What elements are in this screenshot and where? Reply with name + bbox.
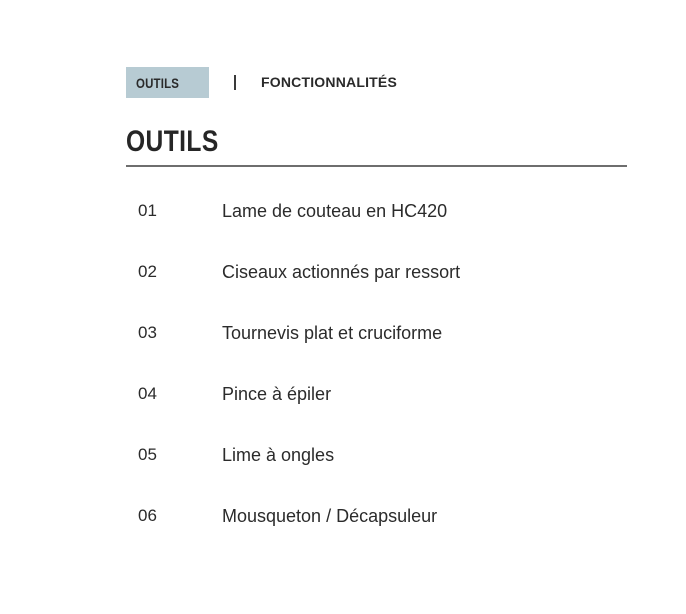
title-divider — [126, 165, 627, 167]
tool-number: 05 — [138, 445, 157, 464]
tab-outils[interactable] — [126, 67, 209, 98]
tool-label: Tournevis plat et cruciforme — [222, 323, 443, 343]
list-item — [126, 200, 627, 261]
tab-fonctionnalites-label: FONCTIONNALITÉS — [261, 73, 397, 90]
tool-number: 03 — [138, 323, 157, 342]
tool-number: 04 — [138, 384, 157, 403]
tool-label: Lime à ongles — [222, 445, 335, 465]
tool-label: Lame de couteau en HC420 — [222, 201, 448, 221]
list-item — [126, 261, 627, 322]
tool-number: 01 — [138, 201, 157, 220]
list-item — [126, 444, 627, 505]
tab-outils-label: OUTILS — [136, 74, 180, 91]
section-title: OUTILS — [126, 125, 219, 158]
list-item — [126, 322, 627, 383]
tool-label: Mousqueton / Décapsuleur — [222, 506, 438, 526]
tool-label: Pince à épiler — [222, 384, 332, 404]
tab-fonctionnalites[interactable] — [261, 74, 397, 92]
list-item — [126, 505, 627, 566]
tool-list — [126, 200, 627, 566]
tool-number: 02 — [138, 262, 157, 281]
tool-label: Ciseaux actionnés par ressort — [222, 262, 461, 282]
tool-number: 06 — [138, 506, 157, 525]
tab-bar — [126, 67, 397, 98]
list-item — [126, 383, 627, 444]
tab-separator — [234, 75, 236, 90]
